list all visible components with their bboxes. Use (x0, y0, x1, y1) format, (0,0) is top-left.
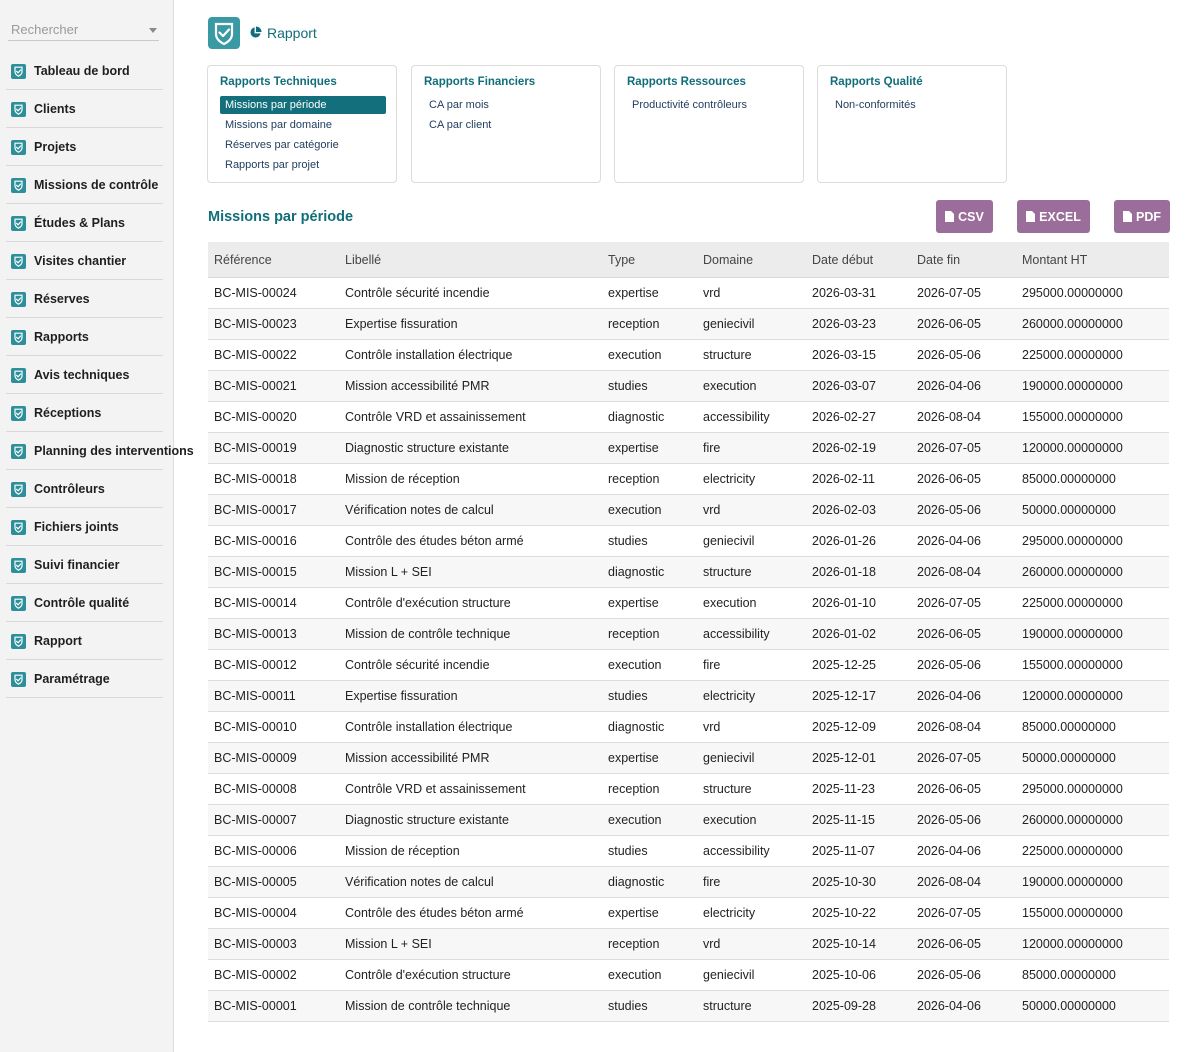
table-cell: studies (602, 681, 697, 712)
table-cell: 190000.00000000 (1016, 867, 1169, 898)
table-cell: Mission accessibilité PMR (339, 743, 602, 774)
sidebar-item[interactable] (6, 204, 163, 242)
table-cell: expertise (602, 433, 697, 464)
sidebar-item[interactable] (6, 584, 163, 622)
table-cell: Diagnostic structure existante (339, 805, 602, 836)
table-cell: 2026-06-05 (911, 464, 1016, 495)
table-cell: 295000.00000000 (1016, 774, 1169, 805)
sidebar-item-label: Rapport (34, 634, 82, 648)
table-cell: 2025-11-07 (806, 836, 911, 867)
table-cell: electricity (697, 898, 806, 929)
table-cell: 225000.00000000 (1016, 836, 1169, 867)
report-link[interactable]: CA par mois (429, 99, 489, 111)
table-cell: vrd (697, 712, 806, 743)
table-cell: reception (602, 309, 697, 340)
table-cell: 2026-06-05 (911, 929, 1016, 960)
table-row[interactable] (208, 402, 1169, 433)
table-cell: 2025-10-30 (806, 867, 911, 898)
table-cell: Expertise fissuration (339, 681, 602, 712)
table-row[interactable] (208, 898, 1169, 929)
table-cell: 2026-01-02 (806, 619, 911, 650)
table-cell: studies (602, 991, 697, 1022)
table-row[interactable] (208, 805, 1169, 836)
table-cell: BC-MIS-00021 (208, 371, 339, 402)
table-row[interactable] (208, 836, 1169, 867)
shield-check-icon (11, 482, 26, 497)
sidebar-item[interactable] (6, 166, 163, 204)
table-body (208, 278, 1169, 1022)
table-cell: 2026-08-04 (911, 557, 1016, 588)
table-cell: 2026-08-04 (911, 867, 1016, 898)
shield-check-icon (11, 254, 26, 269)
table-cell: accessibility (697, 836, 806, 867)
table-cell: 2026-03-07 (806, 371, 911, 402)
table-cell: 85000.00000000 (1016, 712, 1169, 743)
column-header[interactable]: Libellé (339, 242, 602, 278)
export-pdf-button[interactable] (1114, 200, 1170, 233)
shield-check-icon (11, 102, 26, 117)
column-header[interactable]: Référence (208, 242, 339, 278)
table-header-row (208, 242, 1169, 278)
table-row[interactable] (208, 774, 1169, 805)
table-cell: accessibility (697, 619, 806, 650)
breadcrumb[interactable]: Rapport (267, 25, 317, 41)
table-cell: 2025-11-23 (806, 774, 911, 805)
shield-check-icon (11, 520, 26, 535)
table-cell: 2026-08-04 (911, 402, 1016, 433)
sidebar-item-label: Suivi financier (34, 558, 120, 572)
table-cell: BC-MIS-00008 (208, 774, 339, 805)
table-cell: electricity (697, 464, 806, 495)
table-cell: 190000.00000000 (1016, 619, 1169, 650)
table-cell: 2026-03-23 (806, 309, 911, 340)
sidebar-item-label: Réceptions (34, 406, 102, 420)
table-cell: 2026-01-10 (806, 588, 911, 619)
table-cell: Vérification notes de calcul (339, 867, 602, 898)
table-cell: execution (602, 805, 697, 836)
sidebar-item[interactable] (6, 90, 163, 128)
table-cell: expertise (602, 898, 697, 929)
table-cell: structure (697, 774, 806, 805)
sidebar-item[interactable] (6, 432, 194, 470)
report-link[interactable]: Productivité contrôleurs (632, 99, 747, 111)
sidebar-item-label: Fichiers joints (34, 520, 119, 534)
table-row[interactable] (208, 619, 1169, 650)
table-row[interactable] (208, 991, 1169, 1022)
table-cell: Contrôle d'exécution structure (339, 588, 602, 619)
table-cell: execution (697, 588, 806, 619)
table-cell: diagnostic (602, 867, 697, 898)
table-cell: vrd (697, 929, 806, 960)
table-cell: 2026-01-26 (806, 526, 911, 557)
report-group-card (207, 65, 397, 183)
table-cell: 2025-12-01 (806, 743, 911, 774)
shield-check-icon (11, 634, 26, 649)
table-cell: studies (602, 526, 697, 557)
table-cell: BC-MIS-00012 (208, 650, 339, 681)
report-group-title: Rapports Qualité (830, 76, 923, 88)
sidebar-item-label: Projets (34, 140, 77, 154)
report-group-title: Rapports Ressources (627, 76, 746, 88)
report-title: Missions par période (208, 209, 354, 225)
sidebar-item[interactable] (6, 52, 163, 90)
table-cell: vrd (697, 495, 806, 526)
table-cell: execution (697, 805, 806, 836)
pie-chart-icon (249, 26, 262, 39)
export-pdf-label: PDF (1136, 209, 1161, 224)
sidebar (0, 0, 194, 1052)
table-cell: reception (602, 619, 697, 650)
table-cell: 2026-02-19 (806, 433, 911, 464)
table-row[interactable] (208, 309, 1169, 340)
sidebar-item-label: Réserves (34, 292, 90, 306)
table-row[interactable] (208, 743, 1169, 774)
table-cell: Mission accessibilité PMR (339, 371, 602, 402)
report-group-title: Rapports Financiers (424, 76, 536, 88)
shield-check-icon (11, 330, 26, 345)
search-box[interactable] (8, 19, 159, 41)
report-group-card (614, 65, 804, 183)
table-cell: 155000.00000000 (1016, 402, 1169, 433)
sidebar-item-label: Études & Plans (34, 216, 125, 230)
table-cell: 2026-02-11 (806, 464, 911, 495)
table-cell: 2026-03-31 (806, 278, 911, 309)
table-cell: 2026-04-06 (911, 836, 1016, 867)
table-cell: Contrôle installation électrique (339, 340, 602, 371)
table-cell: BC-MIS-00017 (208, 495, 339, 526)
table-cell: BC-MIS-00002 (208, 960, 339, 991)
table-cell: 2026-06-05 (911, 774, 1016, 805)
table-cell: studies (602, 371, 697, 402)
sidebar-item-label: Rapports (34, 330, 89, 344)
table-cell: 2026-01-18 (806, 557, 911, 588)
table-cell: geniecivil (697, 526, 806, 557)
table-cell: expertise (602, 278, 697, 309)
table-cell: 50000.00000000 (1016, 495, 1169, 526)
table-row[interactable] (208, 867, 1169, 898)
sidebar-item-label: Tableau de bord (34, 64, 130, 78)
table-cell: 2025-12-09 (806, 712, 911, 743)
sidebar-item-label: Clients (34, 102, 76, 116)
shield-check-icon (11, 406, 26, 421)
sidebar-item[interactable] (6, 280, 163, 318)
shield-check-icon (11, 64, 26, 79)
table-cell: 2026-04-06 (911, 991, 1016, 1022)
table-row[interactable] (208, 960, 1169, 991)
table-cell: execution (602, 960, 697, 991)
table-cell: studies (602, 836, 697, 867)
export-excel-label: EXCEL (1039, 209, 1081, 224)
table-cell: Contrôle installation électrique (339, 712, 602, 743)
table-cell: 260000.00000000 (1016, 309, 1169, 340)
missions-table (208, 242, 1169, 1022)
table-cell: vrd (697, 278, 806, 309)
table-cell: 2025-12-17 (806, 681, 911, 712)
table-row[interactable] (208, 340, 1169, 371)
table-cell: BC-MIS-00014 (208, 588, 339, 619)
table-cell: structure (697, 991, 806, 1022)
shield-check-icon (11, 368, 26, 383)
table-row[interactable] (208, 712, 1169, 743)
table-cell: structure (697, 340, 806, 371)
table-cell: 225000.00000000 (1016, 588, 1169, 619)
table-row[interactable] (208, 681, 1169, 712)
sidebar-item[interactable] (6, 546, 163, 584)
sidebar-item-label: Paramétrage (34, 672, 110, 686)
table-cell: accessibility (697, 402, 806, 433)
chevron-down-icon[interactable] (149, 28, 157, 33)
sidebar-nav (6, 52, 194, 698)
shield-check-icon (11, 292, 26, 307)
table-cell: 2026-07-05 (911, 898, 1016, 929)
table-cell: Mission L + SEI (339, 929, 602, 960)
table-cell: Vérification notes de calcul (339, 495, 602, 526)
column-header[interactable]: Date fin (911, 242, 1016, 278)
sidebar-item-label: Contrôle qualité (34, 596, 130, 610)
table-row[interactable] (208, 588, 1169, 619)
table-cell: 2026-05-06 (911, 495, 1016, 526)
table-cell: 2026-04-06 (911, 371, 1016, 402)
column-header[interactable]: Montant HT (1016, 242, 1169, 278)
table-cell: reception (602, 929, 697, 960)
sidebar-item[interactable] (6, 660, 163, 698)
sidebar-item[interactable] (6, 128, 163, 166)
sidebar-item[interactable] (6, 242, 163, 280)
search-input[interactable] (8, 19, 141, 37)
table-cell: BC-MIS-00005 (208, 867, 339, 898)
table-cell: 85000.00000000 (1016, 960, 1169, 991)
shield-check-icon (11, 444, 26, 459)
report-link[interactable]: Non-conformités (835, 99, 916, 111)
report-link[interactable]: Missions par période (220, 96, 386, 114)
table-cell: Mission de contrôle technique (339, 991, 602, 1022)
table-cell: 190000.00000000 (1016, 371, 1169, 402)
table-cell: 2025-10-22 (806, 898, 911, 929)
table-cell: 2026-06-05 (911, 619, 1016, 650)
report-group-card (411, 65, 601, 183)
column-header[interactable]: Type (602, 242, 697, 278)
table-cell: Contrôle VRD et assainissement (339, 402, 602, 433)
table-cell: 2026-04-06 (911, 681, 1016, 712)
table-cell: 2026-07-05 (911, 743, 1016, 774)
export-csv-label: CSV (958, 209, 984, 224)
table-cell: 2026-05-06 (911, 960, 1016, 991)
table-row[interactable] (208, 557, 1169, 588)
table-cell: electricity (697, 681, 806, 712)
table-cell: 2026-03-15 (806, 340, 911, 371)
table-cell: Contrôle des études béton armé (339, 898, 602, 929)
table-cell: 2026-07-05 (911, 433, 1016, 464)
table-cell: 2026-07-05 (911, 588, 1016, 619)
table-cell: BC-MIS-00003 (208, 929, 339, 960)
table-cell: 155000.00000000 (1016, 650, 1169, 681)
table-row[interactable] (208, 495, 1169, 526)
table-cell: 2026-02-27 (806, 402, 911, 433)
table-cell: 120000.00000000 (1016, 681, 1169, 712)
table-cell: 260000.00000000 (1016, 557, 1169, 588)
table-cell: 2025-12-25 (806, 650, 911, 681)
file-icon (945, 211, 954, 222)
table-cell: 120000.00000000 (1016, 433, 1169, 464)
table-cell: 2026-07-05 (911, 278, 1016, 309)
table-cell: Mission L + SEI (339, 557, 602, 588)
table-cell: 2026-04-06 (911, 526, 1016, 557)
table-cell: fire (697, 650, 806, 681)
table-cell: Contrôle des études béton armé (339, 526, 602, 557)
table-cell: BC-MIS-00016 (208, 526, 339, 557)
sidebar-item[interactable] (6, 318, 163, 356)
table-cell: Contrôle sécurité incendie (339, 278, 602, 309)
table-cell: 2025-09-28 (806, 991, 911, 1022)
shield-check-icon (11, 596, 26, 611)
table-row[interactable] (208, 464, 1169, 495)
table-cell: 2025-10-14 (806, 929, 911, 960)
table-cell: Diagnostic structure existante (339, 433, 602, 464)
table-cell: execution (602, 340, 697, 371)
table-row[interactable] (208, 433, 1169, 464)
shield-check-icon (11, 140, 26, 155)
table-cell: BC-MIS-00013 (208, 619, 339, 650)
table-cell: 50000.00000000 (1016, 991, 1169, 1022)
table-cell: 260000.00000000 (1016, 805, 1169, 836)
table-cell: reception (602, 464, 697, 495)
table-cell: diagnostic (602, 712, 697, 743)
app-logo-icon[interactable] (208, 17, 240, 49)
table-cell: 2026-05-06 (911, 805, 1016, 836)
table-cell: Mission de réception (339, 836, 602, 867)
export-excel-button[interactable] (1017, 200, 1090, 233)
table-cell: 2026-02-03 (806, 495, 911, 526)
table-cell: BC-MIS-00015 (208, 557, 339, 588)
sidebar-item[interactable] (6, 394, 163, 432)
table-cell: BC-MIS-00018 (208, 464, 339, 495)
report-link[interactable]: CA par client (429, 119, 492, 131)
table-cell: structure (697, 557, 806, 588)
table-cell: 50000.00000000 (1016, 743, 1169, 774)
table-cell: expertise (602, 743, 697, 774)
table-cell: BC-MIS-00023 (208, 309, 339, 340)
report-group-title: Rapports Techniques (220, 76, 337, 88)
sidebar-item-label: Missions de contrôle (34, 178, 159, 192)
table-cell: diagnostic (602, 402, 697, 433)
table-cell: geniecivil (697, 309, 806, 340)
table-cell: 295000.00000000 (1016, 526, 1169, 557)
table-cell: BC-MIS-00020 (208, 402, 339, 433)
table-cell: BC-MIS-00001 (208, 991, 339, 1022)
table-cell: 2025-10-06 (806, 960, 911, 991)
table-cell: 225000.00000000 (1016, 340, 1169, 371)
shield-check-icon (11, 178, 26, 193)
table-cell: 2026-05-06 (911, 650, 1016, 681)
table-cell: Contrôle sécurité incendie (339, 650, 602, 681)
table-cell: execution (697, 371, 806, 402)
column-header[interactable]: Date début (806, 242, 911, 278)
table-cell: Expertise fissuration (339, 309, 602, 340)
column-header[interactable]: Domaine (697, 242, 806, 278)
table-cell: expertise (602, 588, 697, 619)
table-cell: BC-MIS-00007 (208, 805, 339, 836)
table-cell: Contrôle d'exécution structure (339, 960, 602, 991)
table-cell: reception (602, 774, 697, 805)
table-cell: BC-MIS-00024 (208, 278, 339, 309)
export-csv-button[interactable] (936, 200, 993, 233)
file-pdf-icon (1123, 211, 1132, 222)
report-link[interactable]: Rapports par projet (225, 159, 320, 171)
table-cell: Contrôle VRD et assainissement (339, 774, 602, 805)
table-cell: execution (602, 495, 697, 526)
table-cell: BC-MIS-00022 (208, 340, 339, 371)
table-cell: BC-MIS-00019 (208, 433, 339, 464)
sidebar-item[interactable] (6, 470, 163, 508)
table-cell: 2026-08-04 (911, 712, 1016, 743)
table-cell: execution (602, 650, 697, 681)
table-cell: BC-MIS-00011 (208, 681, 339, 712)
table-cell: BC-MIS-00004 (208, 898, 339, 929)
table-cell: geniecivil (697, 960, 806, 991)
sidebar-item-label: Avis techniques (34, 368, 130, 382)
table-cell: BC-MIS-00006 (208, 836, 339, 867)
sidebar-item[interactable] (6, 622, 163, 660)
table-cell: 85000.00000000 (1016, 464, 1169, 495)
sidebar-item[interactable] (6, 508, 163, 546)
report-link[interactable]: Réserves par catégorie (225, 139, 339, 151)
sidebar-item-label: Visites chantier (34, 254, 127, 268)
table-cell: fire (697, 867, 806, 898)
table-row[interactable] (208, 278, 1169, 309)
table-cell: 155000.00000000 (1016, 898, 1169, 929)
table-cell: 2026-06-05 (911, 309, 1016, 340)
file-excel-icon (1026, 211, 1035, 222)
table-cell: Mission de contrôle technique (339, 619, 602, 650)
table-row[interactable] (208, 929, 1169, 960)
report-group-card (817, 65, 1007, 183)
report-link[interactable]: Missions par domaine (225, 119, 332, 131)
sidebar-item-label: Contrôleurs (34, 482, 105, 496)
shield-check-icon (11, 216, 26, 231)
table-cell: fire (697, 433, 806, 464)
table-cell: BC-MIS-00010 (208, 712, 339, 743)
table-cell: 2026-05-06 (911, 340, 1016, 371)
table-row[interactable] (208, 650, 1169, 681)
table-cell: 295000.00000000 (1016, 278, 1169, 309)
sidebar-item-label: Planning des interventions (34, 444, 194, 458)
table-cell: 120000.00000000 (1016, 929, 1169, 960)
table-cell: BC-MIS-00009 (208, 743, 339, 774)
shield-check-icon (11, 558, 26, 573)
table-row[interactable] (208, 526, 1169, 557)
sidebar-item[interactable] (6, 356, 163, 394)
table-cell: 2025-11-15 (806, 805, 911, 836)
shield-check-icon (11, 672, 26, 687)
table-cell: geniecivil (697, 743, 806, 774)
table-row[interactable] (208, 371, 1169, 402)
table-cell: diagnostic (602, 557, 697, 588)
table-cell: Mission de réception (339, 464, 602, 495)
